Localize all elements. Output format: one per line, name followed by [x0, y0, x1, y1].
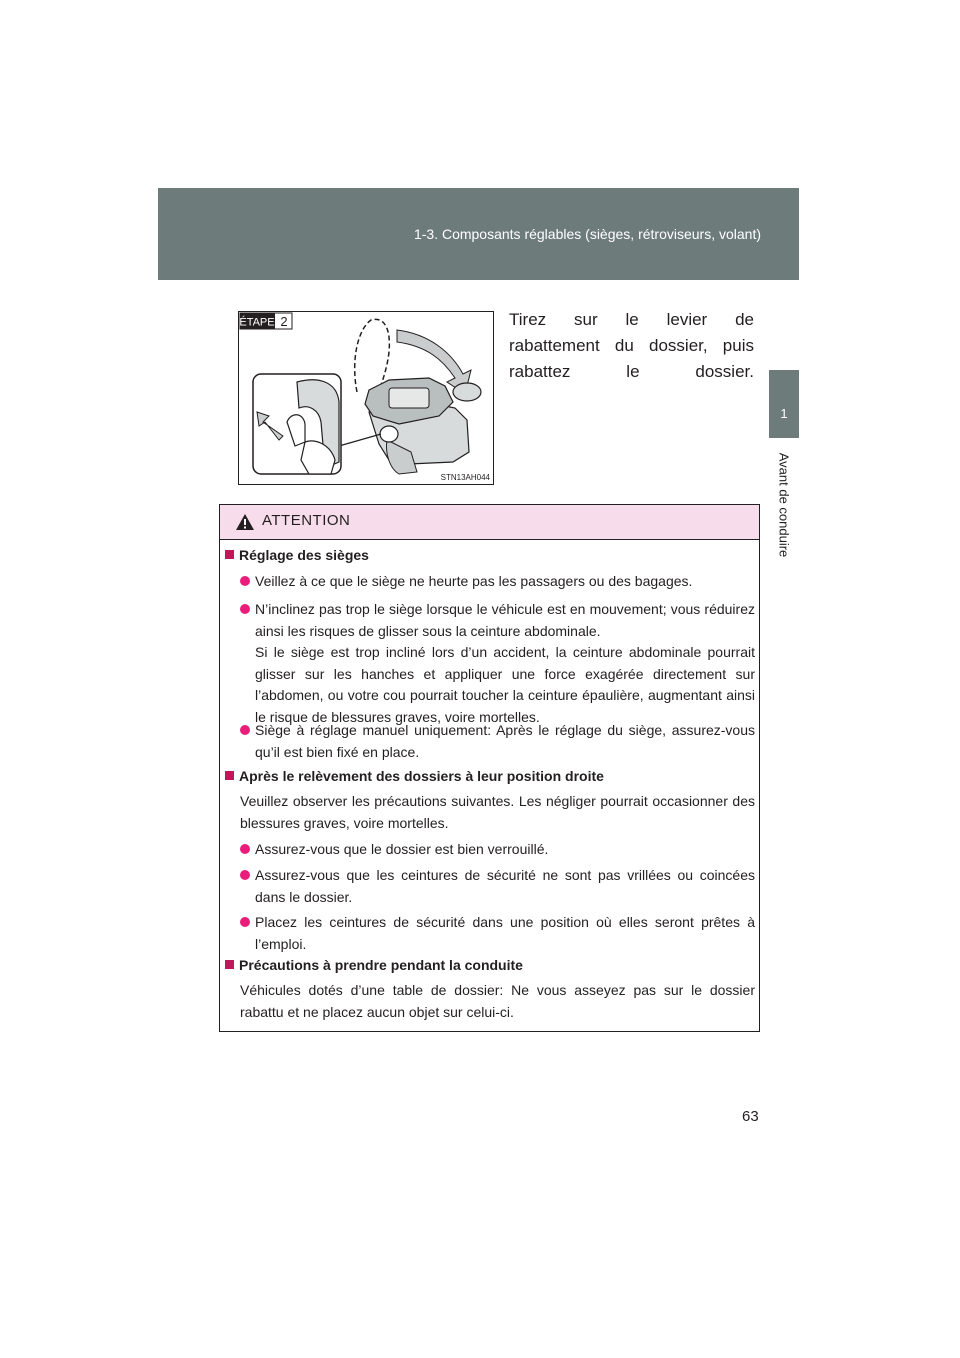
- square-bullet-icon: [225, 771, 234, 780]
- step-instruction: Tirez sur le levier de rabattement du dossier, puis rabattez le dossier.: [509, 310, 754, 381]
- section-heading: Après le relèvement des dossiers à leur position droite: [225, 766, 604, 788]
- release-lever: [380, 426, 398, 442]
- chapter-number: 1: [780, 406, 788, 421]
- square-bullet-icon: [225, 960, 234, 969]
- bullet-dot-icon: [240, 725, 250, 735]
- warning-bullet: Assurez-vous que les ceintures de sécurité ne sont pas vrillées ou coincées dans le dossier.: [240, 865, 755, 908]
- backrest-table: [389, 388, 429, 408]
- section-heading: Précautions à prendre pendant la conduite: [225, 955, 523, 977]
- warning-title: ATTENTION: [262, 512, 351, 529]
- step-number: 2: [280, 314, 288, 329]
- headrest: [453, 383, 481, 401]
- warning-header: [220, 505, 759, 540]
- section-title: 1-3. Composants réglables (sièges, rétroviseurs, volant): [413, 226, 761, 242]
- seat-folding-illustration: [238, 311, 494, 485]
- warning-bullet: Assurez-vous que le dossier est bien verrouillé.: [240, 839, 755, 861]
- warning-bullet: N’inclinez pas trop le siège lorsque le véhicule est en mouvement; vous réduirez ainsi les risques de glisser sous la ceinture abdominale. Si le siège est trop incliné lors d’un accident, la ceinture abdominale pourrait glisser sur les hanches et appliquer une force exagérée directement sur l’abdomen, ou votre cou pourrait toucher la ceinture épaulière, augmentant ainsi le risque de blessures graves, voire mortelles.: [240, 599, 755, 728]
- bullet-dot-icon: [240, 870, 250, 880]
- seat-drawing: [239, 312, 494, 485]
- bullet-dot-icon: [240, 917, 250, 927]
- figure-code: STN13AH044: [440, 473, 490, 482]
- bullet-dot-icon: [240, 844, 250, 854]
- bullet-dot-icon: [240, 604, 250, 614]
- step-label: ÉTAPE: [239, 316, 275, 329]
- chapter-label: Avant de conduire: [776, 452, 792, 558]
- warning-box: [219, 504, 760, 1032]
- warning-icon: [235, 513, 255, 531]
- section-intro: Véhicules dotés d’une table de dossier: Ne vous asseyez pas sur le dossier rabattu et ne placez aucun objet sur celui-ci.: [240, 982, 755, 1020]
- warning-bullet: Placez les ceintures de sécurité dans une position où elles seront prêtes à l’emploi.: [240, 912, 755, 955]
- section-heading: Réglage des sièges: [225, 545, 369, 567]
- chapter-header-band: [158, 188, 799, 280]
- leader-line: [339, 434, 381, 446]
- section-intro: Veuillez observer les précautions suivantes. Les négliger pourrait occasionner des blessures graves, voire mortelles.: [240, 793, 755, 831]
- warning-bullet: Siège à réglage manuel uniquement: Après le réglage du siège, assurez-vous qu’il est bien fixé en place.: [240, 720, 755, 763]
- square-bullet-icon: [225, 550, 234, 559]
- bullet-dot-icon: [240, 576, 250, 586]
- warning-bullet: Veillez à ce que le siège ne heurte pas les passagers ou des bagages.: [240, 571, 755, 593]
- page-number: 63: [742, 1108, 759, 1125]
- chapter-tab: [769, 370, 799, 438]
